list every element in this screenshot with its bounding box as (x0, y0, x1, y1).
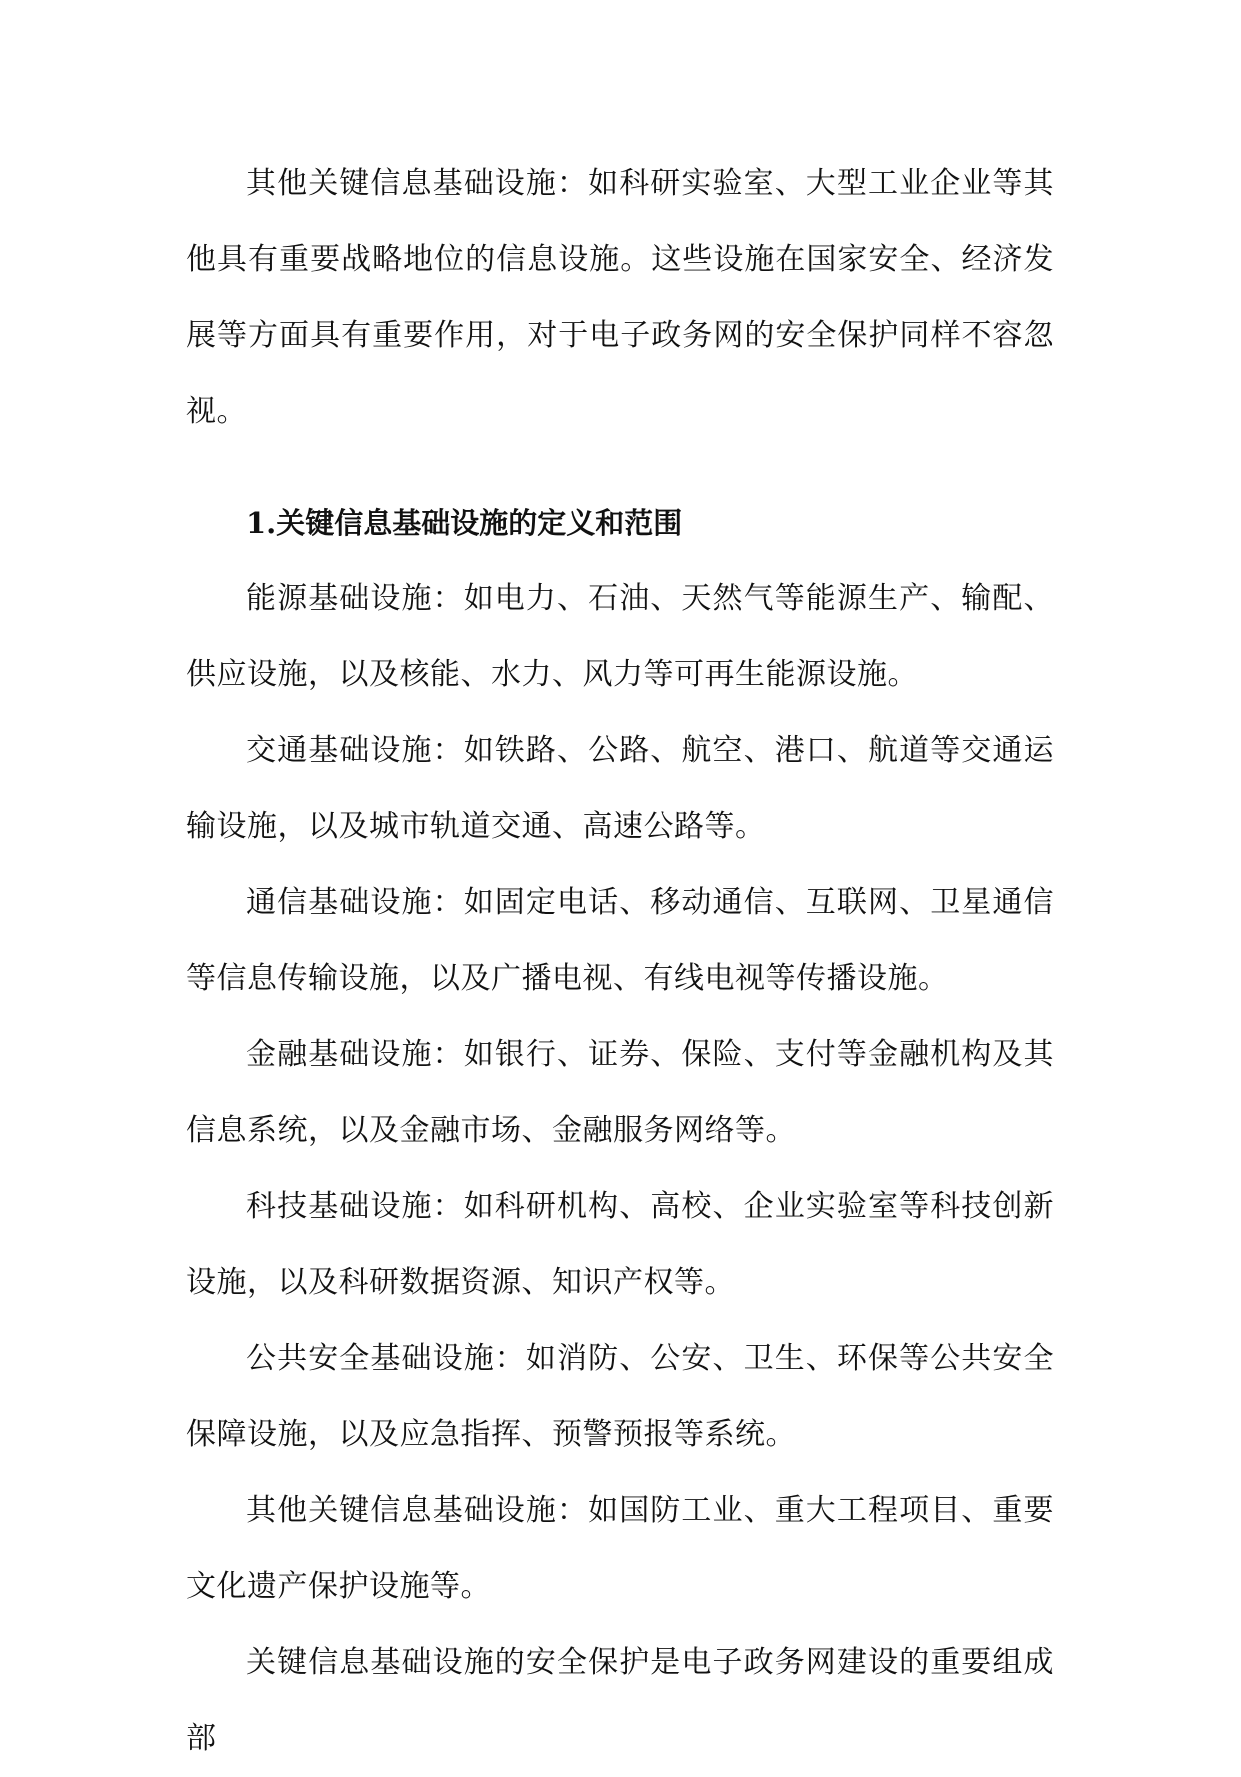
paragraph-transport: 交通基础设施：如铁路、公路、航空、港口、航道等交通运输设施，以及城市轨道交通、高速公路等。 (186, 733, 1054, 844)
paragraph-energy: 能源基础设施：如电力、石油、天然气等能源生产、输配、供应设施，以及核能、水力、风力等可再生能源设施。 (186, 581, 1054, 692)
paragraph-conclusion: 关键信息基础设施的安全保护是电子政务网建设的重要组成部 (186, 1645, 1054, 1756)
section-heading: 1.关键信息基础设施的定义和范围 (246, 506, 683, 540)
paragraph-other: 其他关键信息基础设施：如国防工业、重大工程项目、重要文化遗产保护设施等。 (186, 1493, 1054, 1604)
paragraph-intro: 其他关键信息基础设施：如科研实验室、大型工业企业等其他具有重要战略地位的信息设施。这些设施在国家安全、经济发展等方面具有重要作用，对于电子政务网的安全保护同样不容忽视。 (186, 166, 1054, 429)
paragraph-technology: 科技基础设施：如科研机构、高校、企业实验室等科技创新设施，以及科研数据资源、知识产权等。 (186, 1189, 1054, 1300)
paragraph-communication: 通信基础设施：如固定电话、移动通信、互联网、卫星通信等信息传输设施，以及广播电视、有线电视等传播设施。 (186, 885, 1054, 996)
document-body (186, 146, 1054, 1777)
paragraph-finance: 金融基础设施：如银行、证券、保险、支付等金融机构及其信息系统，以及金融市场、金融服务网络等。 (186, 1037, 1054, 1148)
paragraph-public-safety: 公共安全基础设施：如消防、公安、卫生、环保等公共安全保障设施，以及应急指挥、预警预报等系统。 (186, 1341, 1054, 1452)
